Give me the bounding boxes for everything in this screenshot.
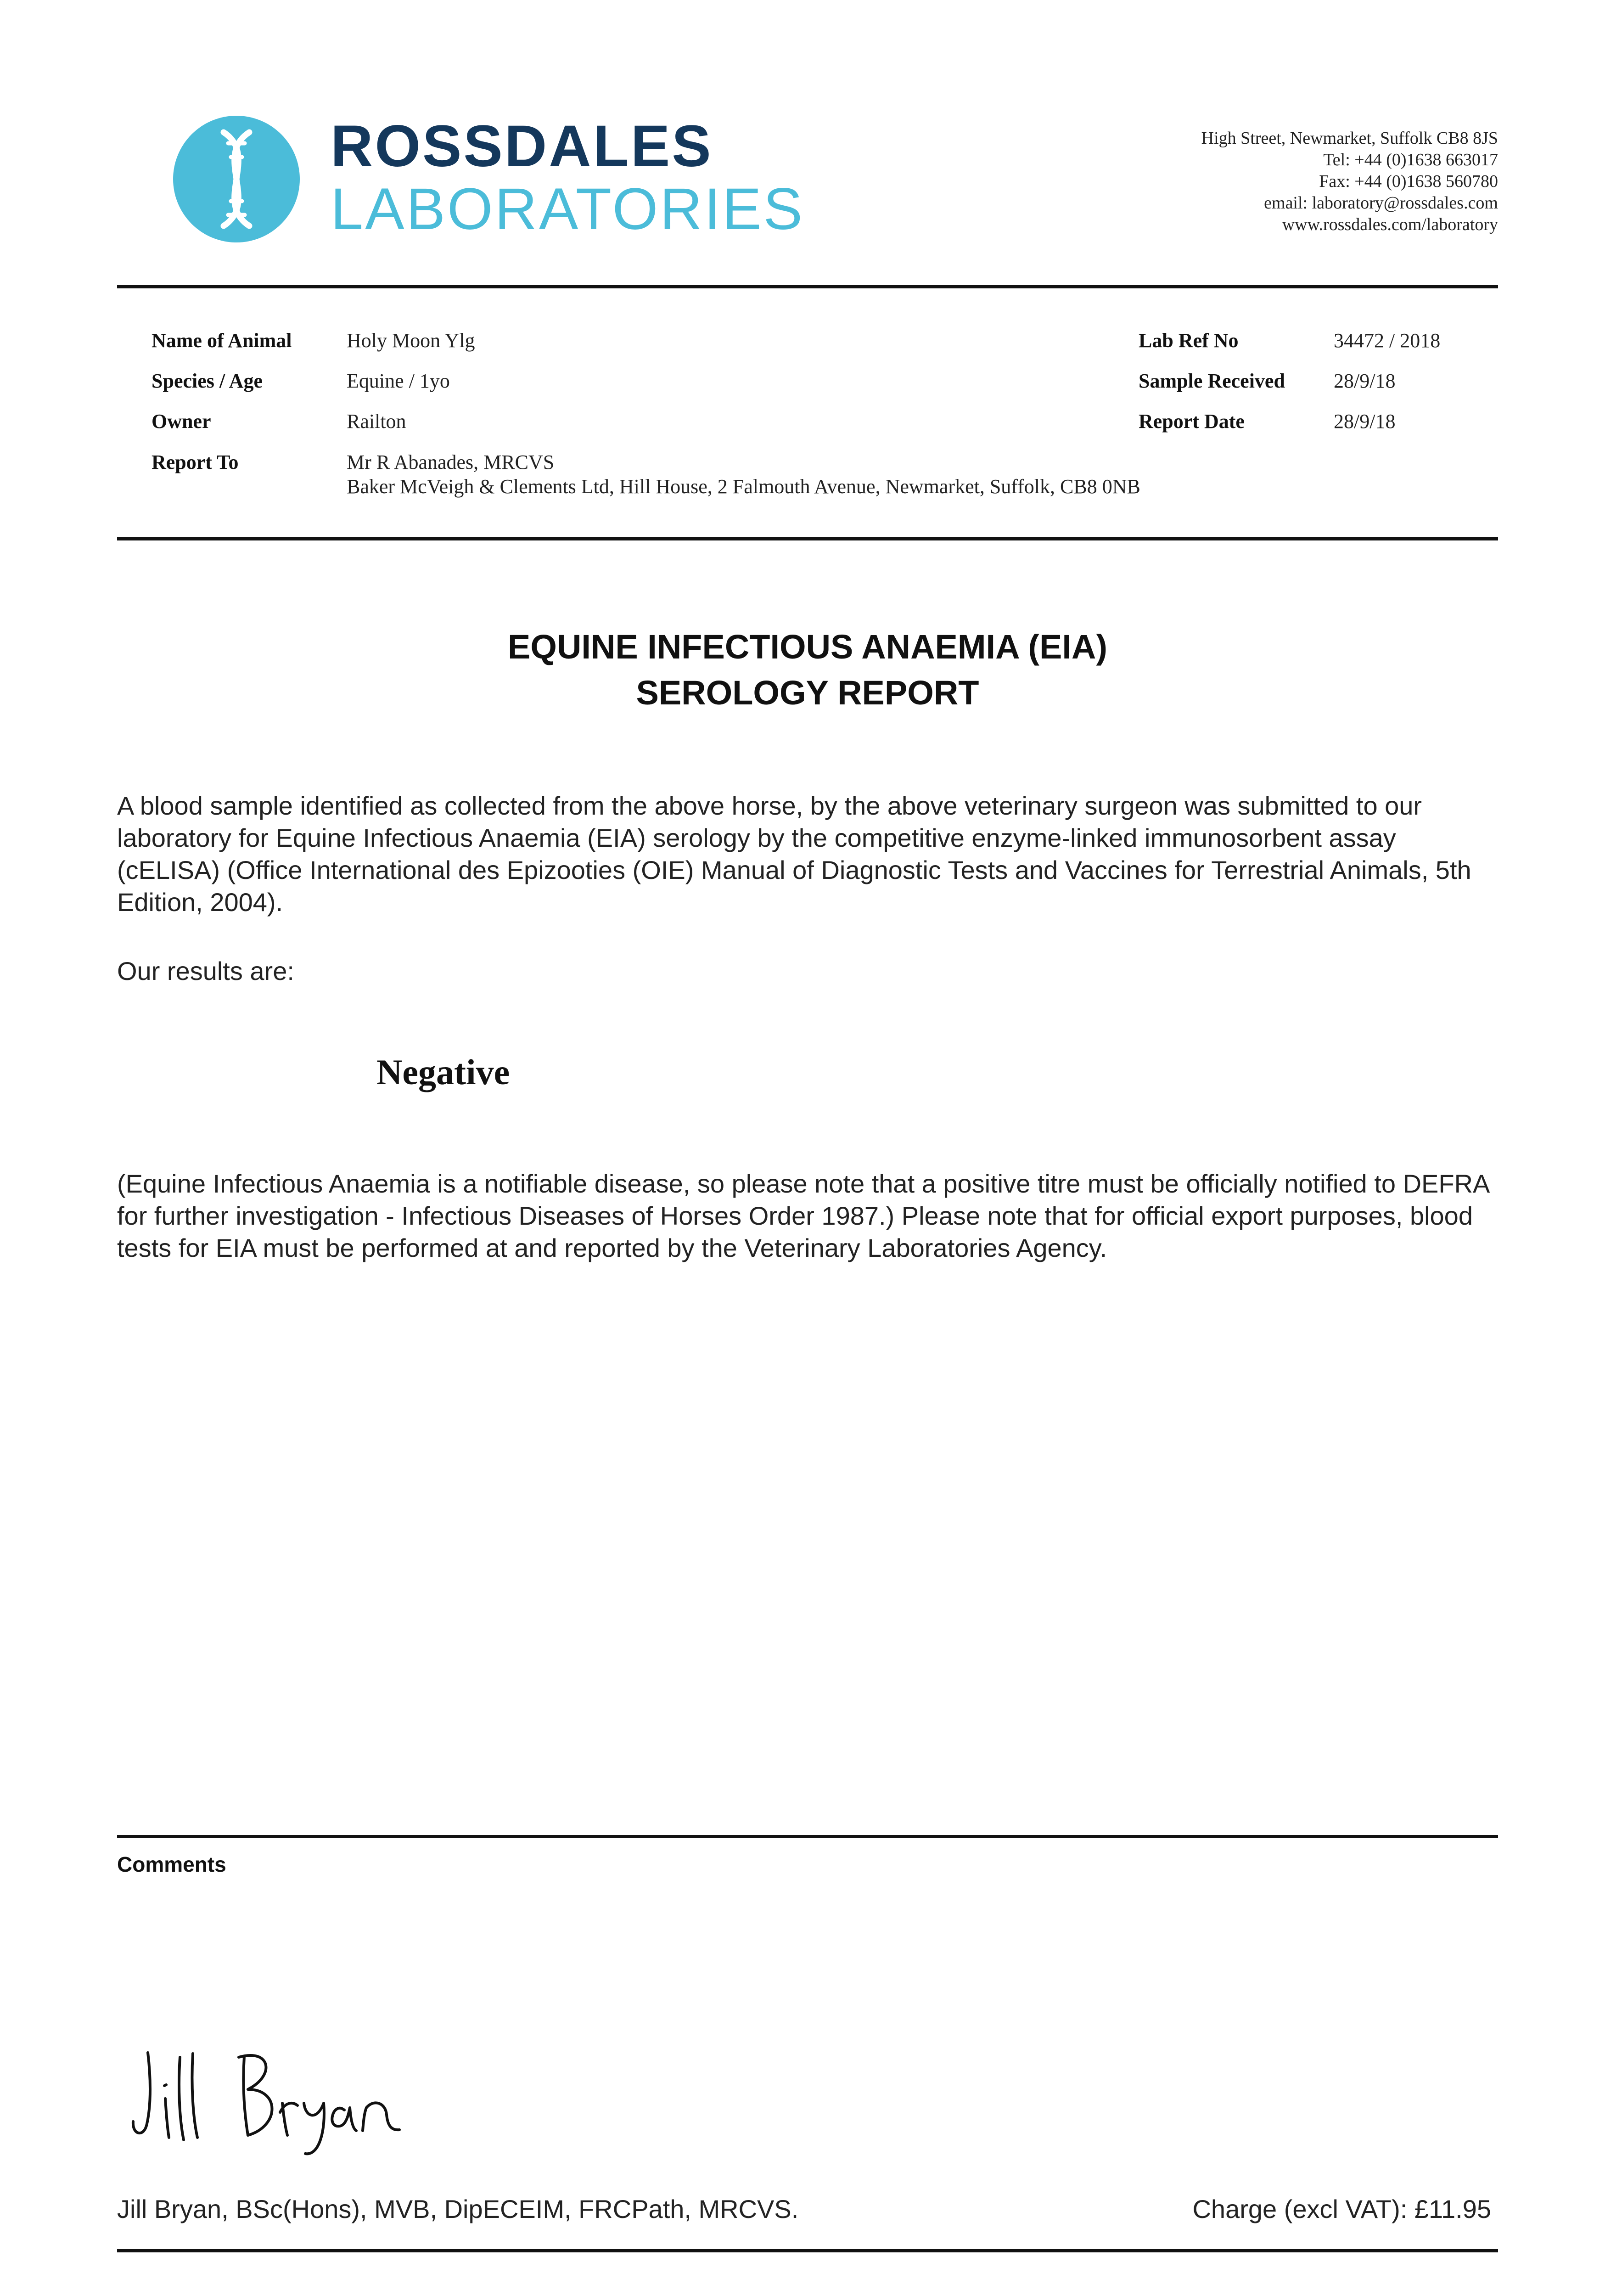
report-date-value: 28/9/18 (1334, 410, 1396, 433)
brand-subname: LABORATORIES (331, 176, 804, 242)
name-of-animal-label: Name of Animal (152, 329, 292, 352)
contact-tel: Tel: +44 (0)1638 663017 (1323, 150, 1498, 169)
contact-fax: Fax: +44 (0)1638 560780 (1319, 172, 1498, 191)
report-to-label: Report To (152, 451, 239, 473)
report-to-name: Mr R Abanades, MRCVS (347, 451, 555, 473)
species-age-value: Equine / 1yo (347, 370, 450, 392)
footer-divider (117, 2249, 1498, 2252)
brand-name: ROSSDALES (331, 113, 713, 179)
comments-divider (117, 1835, 1498, 1838)
lab-ref-value: 34472 / 2018 (1334, 329, 1441, 352)
intro-paragraph: A blood sample identified as collected from the above horse, by the above veterinary surgeon was submitted to our laboratory for Equine Infectious Anaemia (EIA) serology by the competitive enzyme-linked immunosorbent assay (cELISA) (Office International des Epizooties (OIE) Manual of Diagnostic Tests and Vaccines for Terrestrial Animals, 5th Edition, 2004). (117, 791, 1471, 917)
species-age-label: Species / Age (152, 370, 263, 392)
comments-label: Comments (117, 1852, 226, 1876)
contact-block (1201, 128, 1498, 236)
charge-amount: Charge (excl VAT): £11.95 (1192, 2195, 1491, 2223)
report-date-label: Report Date (1139, 410, 1245, 433)
contact-address: High Street, Newmarket, Suffolk CB8 8JS (1201, 129, 1498, 148)
contact-website: www.rossdales.com/laboratory (1282, 215, 1498, 234)
results-intro: Our results are: (117, 957, 294, 985)
contact-email: email: laboratory@rossdales.com (1264, 193, 1498, 213)
header-divider (117, 285, 1498, 288)
name-of-animal-value: Holy Moon Ylg (347, 329, 475, 352)
notifiable-note: (Equine Infectious Anaemia is a notifiable disease, so please note that a positive titre must be officially notified to DEFRA for further investigation - Infectious Diseases of Horses Order 1987.) Please note that for official export purposes, blood tests for EIA must be performed at and reported by the Veterinary Laboratories Agency. (117, 1169, 1489, 1262)
signature (124, 2043, 409, 2163)
info-divider (117, 537, 1498, 540)
report-to-address: Baker McVeigh & Clements Ltd, Hill House, 2 Falmouth Avenue, Newmarket, Suffolk, CB8 0NB (347, 475, 1140, 498)
sample-received-value: 28/9/18 (1334, 370, 1396, 392)
result-value: Negative (376, 1052, 510, 1092)
dna-helix-icon (172, 115, 301, 243)
owner-label: Owner (152, 410, 211, 433)
signatory-name: Jill Bryan, BSc(Hons), MVB, DipECEIM, FRCPath, MRCVS. (117, 2195, 799, 2223)
lab-ref-label: Lab Ref No (1139, 329, 1239, 352)
report-title: EQUINE INFECTIOUS ANAEMIA (EIA) (508, 628, 1107, 666)
owner-value: Railton (347, 410, 406, 433)
sample-received-label: Sample Received (1139, 370, 1285, 392)
report-subtitle: SEROLOGY REPORT (636, 674, 979, 712)
